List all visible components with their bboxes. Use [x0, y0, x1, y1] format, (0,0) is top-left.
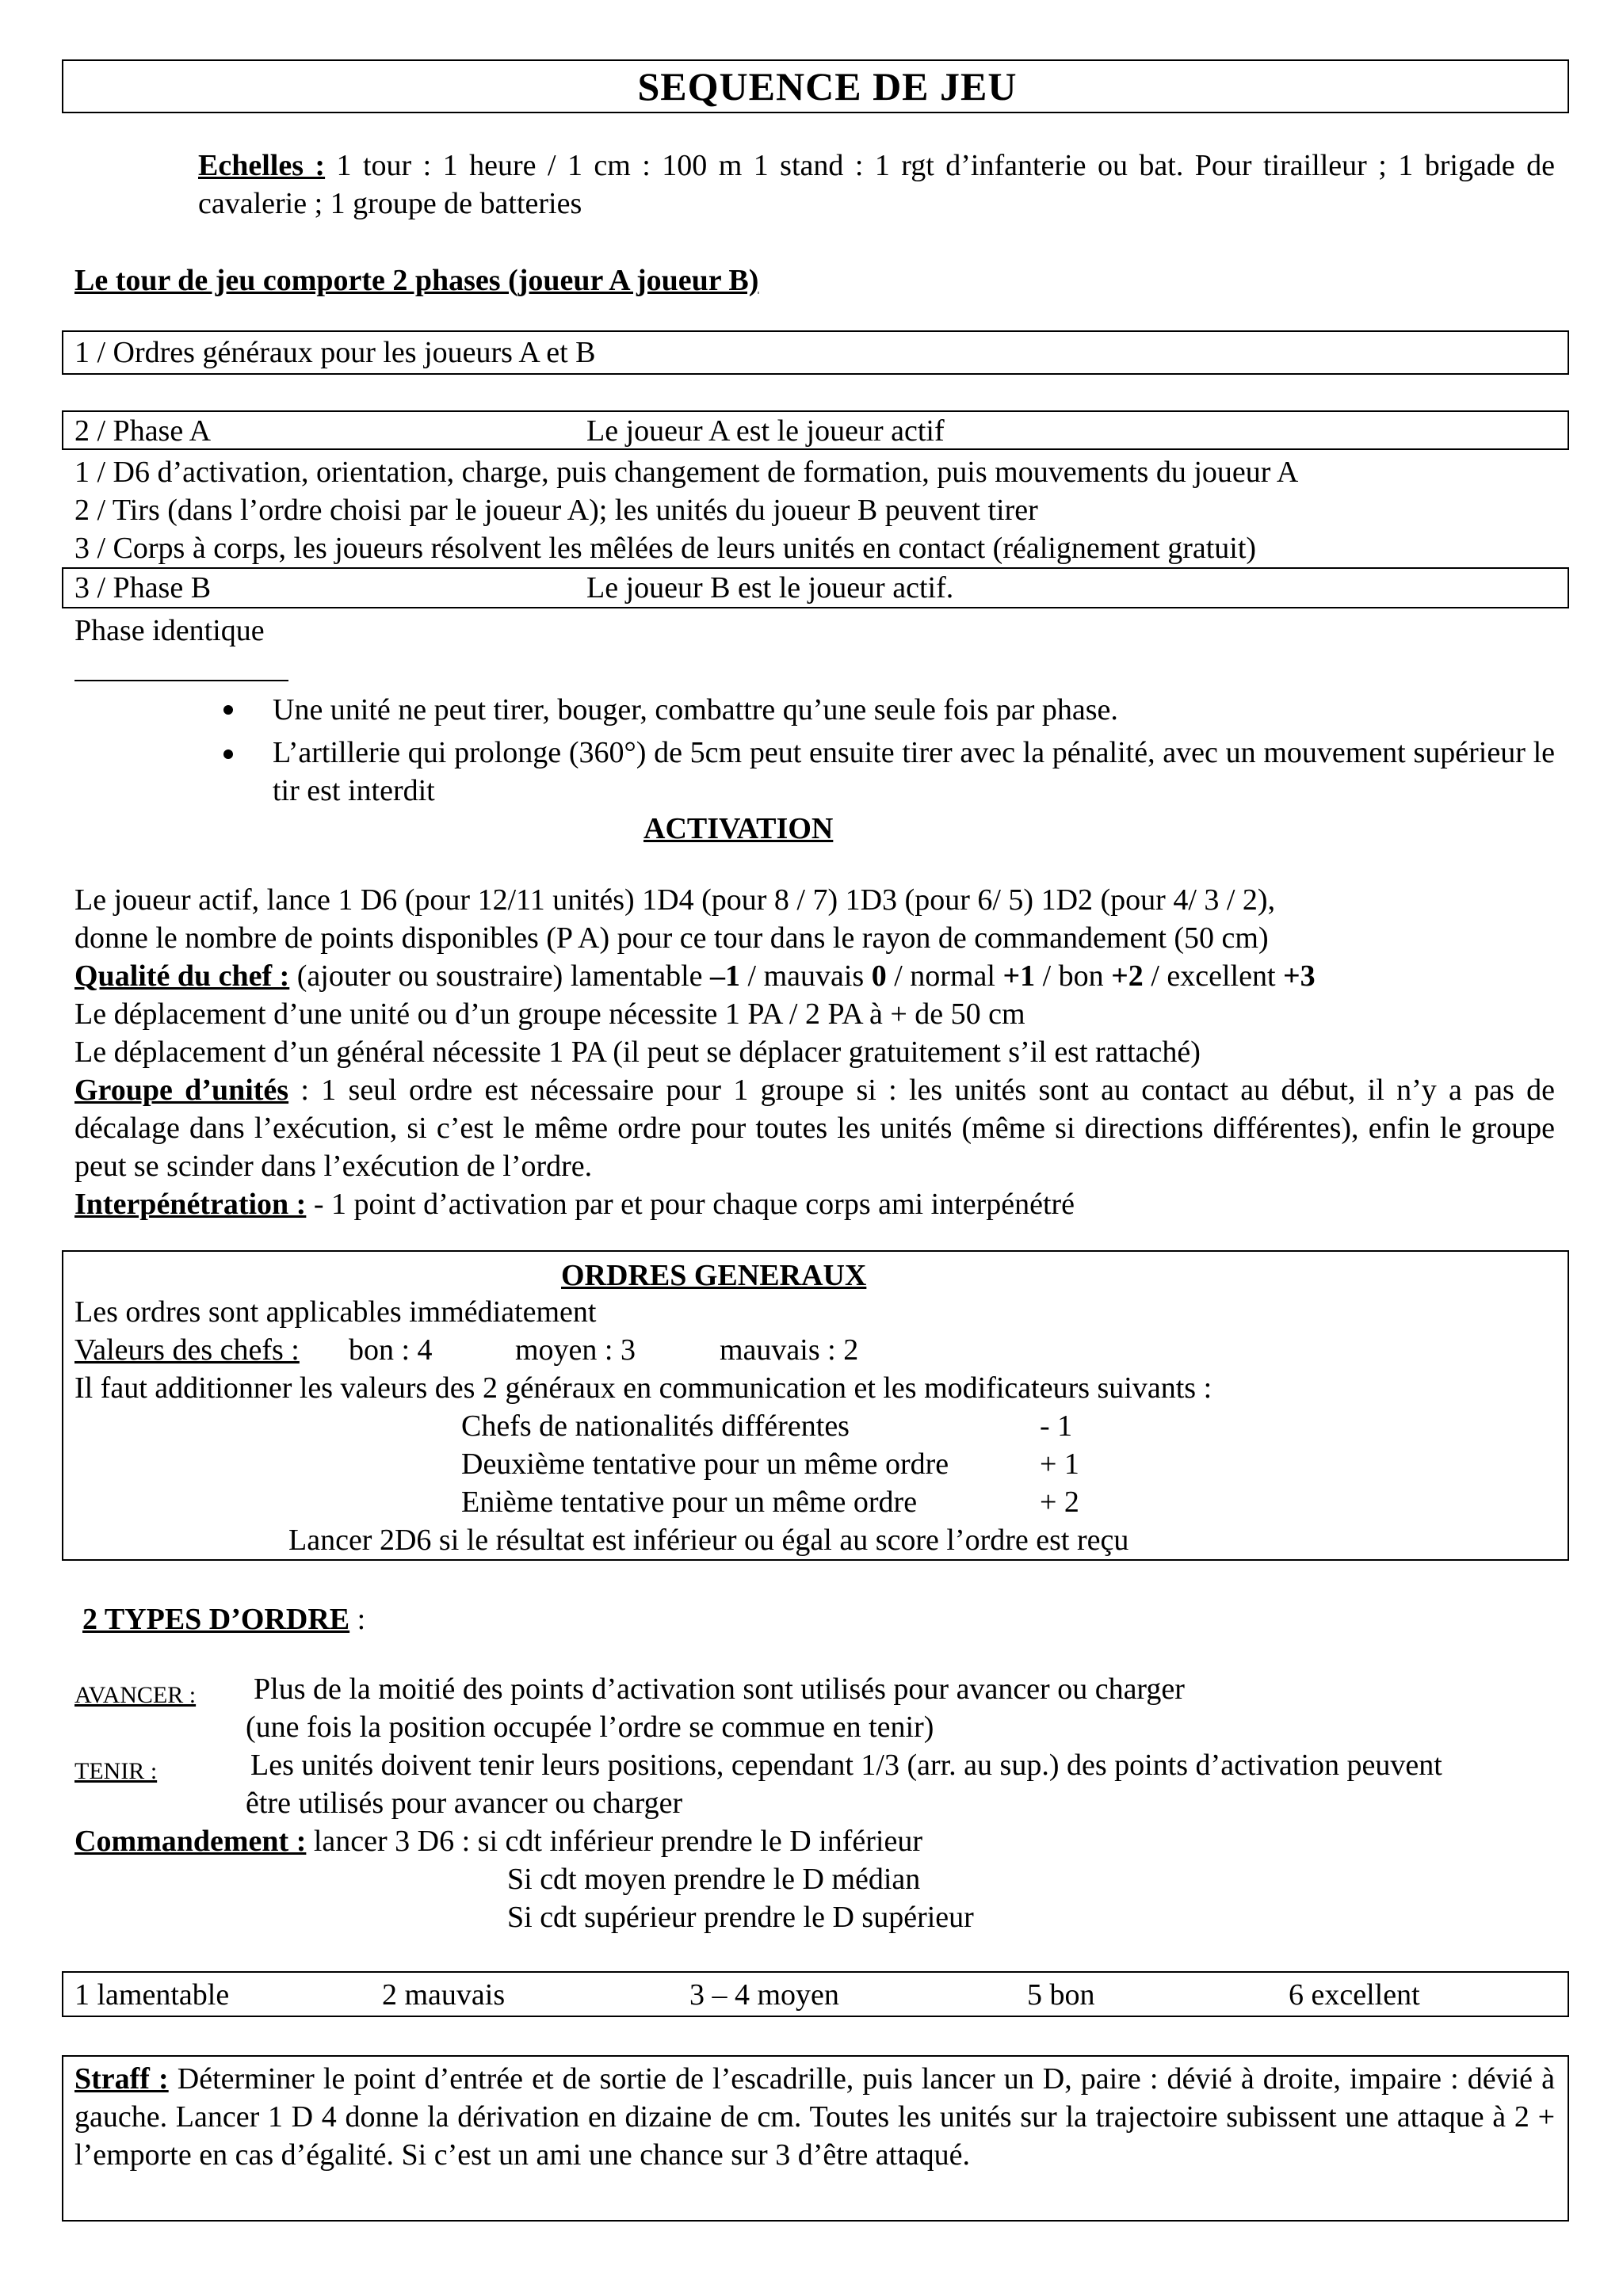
- groupe-paragraph: [74, 1071, 1555, 1185]
- activation-line-1: Le joueur actif, lance 1 D6 (pour 12/11 unités) 1D4 (pour 8 / 7) 1D3 (pour 6/ 5) 1D2 (pour 4/ 3 / 2),: [74, 883, 1276, 917]
- phase-ordres-text: 1 / Ordres généraux pour les joueurs A et B: [74, 336, 596, 369]
- ordres-lancer: Lancer 2D6 si le résultat est inférieur ou égal au score l’ordre est reçu: [288, 1524, 1129, 1557]
- modificateur-1-value: - 1: [1040, 1409, 1073, 1443]
- activation-line-5: Le déplacement d’un général nécessite 1 PA (il peut se déplacer gratuitement s’il est rattaché): [74, 1035, 1201, 1069]
- modificateur-2-value: + 1: [1040, 1447, 1079, 1481]
- activation-line-4: Le déplacement d’une unité ou d’un groupe nécessite 1 PA / 2 PA à + de 50 cm: [74, 997, 1025, 1031]
- echelles-label: Echelles :: [198, 149, 326, 182]
- commandement-line-1: [74, 1822, 922, 1860]
- qualite-mauvais-value: 0: [871, 959, 887, 993]
- activation-heading: ACTIVATION: [643, 812, 834, 845]
- scale-excellent: 6 excellent: [1289, 1978, 1420, 2012]
- scale-bon: 5 bon: [1027, 1978, 1095, 2012]
- commandement-text-1: lancer 3 D6 : si cdt inférieur prendre le D inférieur: [306, 1825, 922, 1858]
- qualite-text: (ajouter ou soustraire) lamentable: [289, 959, 711, 993]
- qualite-sep-2: / normal: [886, 959, 1003, 993]
- straff-paragraph: [74, 2060, 1555, 2174]
- interp-line: [74, 1185, 1075, 1223]
- qualite-normal-value: +1: [1002, 959, 1036, 993]
- phase-a-step-3: 3 / Corps à corps, les joueurs résolvent les mêlées de leurs unités en contact (réalignement gratuit): [74, 532, 1257, 565]
- echelles-paragraph: [198, 147, 1555, 223]
- phase-a-step-2: 2 / Tirs (dans l’ordre choisi par le joueur A); les unités du joueur B peuvent tirer: [74, 494, 1038, 527]
- bullet-dot-1: [223, 705, 233, 715]
- types-heading-colon: :: [349, 1603, 366, 1636]
- bullet-dot-2: [223, 749, 233, 759]
- modificateur-1-label: Chefs de nationalités différentes: [461, 1409, 850, 1443]
- phase-b-text: Le joueur B est le joueur actif.: [586, 571, 954, 605]
- modificateur-2-label: Deuxième tentative pour un même ordre: [461, 1447, 949, 1481]
- scale-moyen: 3 – 4 moyen: [689, 1978, 839, 2012]
- page-title: SEQUENCE DE JEU: [637, 64, 1018, 109]
- qualite-excellent-value: +3: [1283, 959, 1316, 993]
- valeur-mauvais: mauvais : 2: [720, 1333, 859, 1367]
- bullet-1: Une unité ne peut tirer, bouger, combattre qu’une seule fois par phase.: [273, 693, 1118, 727]
- commandement-line-2: Si cdt moyen prendre le D médian: [507, 1863, 921, 1896]
- qualite-sep-3: / bon: [1035, 959, 1112, 993]
- qualite-sep-4: / excellent: [1143, 959, 1284, 993]
- straff-label: Straff :: [74, 2062, 169, 2096]
- avancer-line-2: (une fois la position occupée l’ordre se commue en tenir): [246, 1711, 934, 1744]
- types-heading: 2 TYPES D’ORDRE: [82, 1603, 350, 1636]
- qualite-bon-value: +2: [1111, 959, 1144, 993]
- qualite-line: [74, 957, 1316, 995]
- interp-text: - 1 point d’activation par et pour chaque corps ami interpénétré: [306, 1188, 1075, 1221]
- qualite-lamentable-value: –1: [710, 959, 741, 993]
- ordres-line-3: Il faut additionner les valeurs des 2 généraux en communication et les modificateurs suivants :: [74, 1371, 1212, 1405]
- qualite-label: Qualité du chef :: [74, 959, 290, 993]
- commandement-line-3: Si cdt supérieur prendre le D supérieur: [507, 1901, 974, 1934]
- avancer-label: AVANCER :: [74, 1682, 197, 1708]
- types-heading-line: [82, 1600, 365, 1638]
- phase-a-label: 2 / Phase A: [74, 414, 212, 448]
- phase-identique: Phase identique: [74, 614, 265, 647]
- tenir-line-1: Les unités doivent tenir leurs positions, cependant 1/3 (arr. au sup.) des points d’activation peuvent: [250, 1749, 1442, 1782]
- groupe-label: Groupe d’unités: [74, 1074, 289, 1107]
- ordres-line-1: Les ordres sont applicables immédiatement: [74, 1295, 597, 1329]
- short-rule: [74, 680, 288, 681]
- scale-mauvais: 2 mauvais: [382, 1978, 506, 2012]
- modificateur-3-value: + 2: [1040, 1486, 1079, 1519]
- phase-b-label: 3 / Phase B: [74, 571, 212, 605]
- phase-a-step-1: 1 / D6 d’activation, orientation, charge, puis changement de formation, puis mouvements du joueur A: [74, 456, 1299, 489]
- tour-heading: Le tour de jeu comporte 2 phases (joueur A joueur B): [74, 264, 759, 297]
- qualite-sep-1: / mauvais: [740, 959, 872, 993]
- echelles-text: 1 tour : 1 heure / 1 cm : 100 m 1 stand : 1 rgt d’infanterie ou bat. Pour tirailleur ; 1 brigade de cavalerie ; 1 groupe de batteries: [198, 149, 1555, 220]
- valeurs-label: Valeurs des chefs :: [74, 1333, 300, 1367]
- activation-line-2: donne le nombre de points disponibles (P A) pour ce tour dans le rayon de commandement (50 cm): [74, 921, 1269, 955]
- ordres-heading: ORDRES GENERAUX: [561, 1259, 867, 1292]
- phase-a-text: Le joueur A est le joueur actif: [586, 414, 945, 448]
- tenir-line-2: être utilisés pour avancer ou charger: [246, 1787, 683, 1820]
- tenir-label: TENIR :: [74, 1758, 158, 1784]
- modificateur-3-label: Enième tentative pour un même ordre: [461, 1486, 918, 1519]
- straff-text: Déterminer le point d’entrée et de sortie de l’escadrille, puis lancer un D, paire : dévié à droite, impaire : dévié à gauche. Lancer 1 D 4 donne la dérivation en dizaine de cm. Toutes les unités sur la trajectoire subissent une attaque à 2 + l’emporte en cas d’égalité. Si c’est un ami une chance sur 3 d’être attaqué.: [74, 2062, 1555, 2172]
- scale-lamentable: 1 lamentable: [74, 1978, 230, 2012]
- commandement-label: Commandement :: [74, 1825, 307, 1858]
- groupe-text: : 1 seul ordre est nécessaire pour 1 groupe si : les unités sont au contact au début, il n’y a pas de décalage dans l’exécution, si c’est le même ordre pour toutes les unités (même si directions différentes), enfin le groupe peut se scinder dans l’exécution de l’ordre.: [74, 1074, 1555, 1183]
- interp-label: Interpénétration :: [74, 1188, 307, 1221]
- valeur-bon: bon : 4: [349, 1333, 433, 1367]
- avancer-line-1: Plus de la moitié des points d’activation sont utilisés pour avancer ou charger: [254, 1672, 1185, 1706]
- valeur-moyen: moyen : 3: [515, 1333, 636, 1367]
- bullet-2: L’artillerie qui prolonge (360°) de 5cm peut ensuite tirer avec la pénalité, avec un mouvement supérieur le tir est interdit: [273, 736, 1555, 807]
